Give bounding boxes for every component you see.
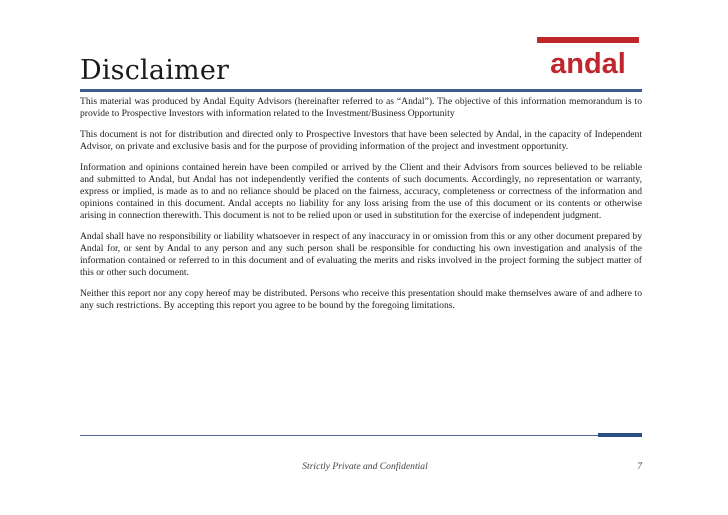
page-number: 7 <box>637 461 642 472</box>
footer-accent-bar <box>598 433 642 437</box>
disclaimer-paragraph: This material was produced by Andal Equity Advisors (hereinafter referred to as “Andal”). The objective of this information memorandum is to provide to Prospective Investors with information related to the Investment/Business Opportunity <box>80 96 642 119</box>
svg-text:andal: andal <box>550 48 626 79</box>
disclaimer-body <box>80 96 642 321</box>
title-divider <box>80 89 642 92</box>
confidentiality-label: Strictly Private and Confidential <box>302 461 428 472</box>
disclaimer-paragraph: This document is not for distribution and directed only to Prospective Investors that have been selected by Andal, in the capacity of Independent Advisor, on private and exclusive basis and for the purpose of providing information of the project and investment opportunity. <box>80 129 642 152</box>
page-title: Disclaimer <box>80 55 230 86</box>
disclaimer-paragraph: Information and opinions contained herein have been compiled or arrived by the Client and their Advisors from sources believed to be reliable and submitted to Andal, but Andal has not independently verified the contents of such documents. Accordingly, no representation or warranty, express or implied, is made as to and no reliance should be placed on the fairness, accuracy, completeness or correctness of the information and opinions contained in this document. Andal accepts no liability for any loss arising from the use of this document or its contents or otherwise arising in connection therewith. This document is not to be relied upon or used in substitution for the exercise of independent judgment. <box>80 162 642 221</box>
footer-divider <box>80 435 642 436</box>
andal-logo <box>535 35 641 79</box>
disclaimer-paragraph: Andal shall have no responsibility or liability whatsoever in respect of any inaccuracy in or omission from this or any other document prepared by Andal for, or sent by Andal to any person and any such person shall be responsible for conducting his own investigation and analysis of the information contained or referred to in this document and of evaluating the merits and risks involved in the project forming the subject matter of this or other such document. <box>80 231 642 278</box>
disclaimer-paragraph: Neither this report nor any copy hereof may be distributed. Persons who receive this presentation should make themselves aware of and adhere to any such restrictions. By accepting this report you agree to be bound by the foregoing limitations. <box>80 288 642 311</box>
